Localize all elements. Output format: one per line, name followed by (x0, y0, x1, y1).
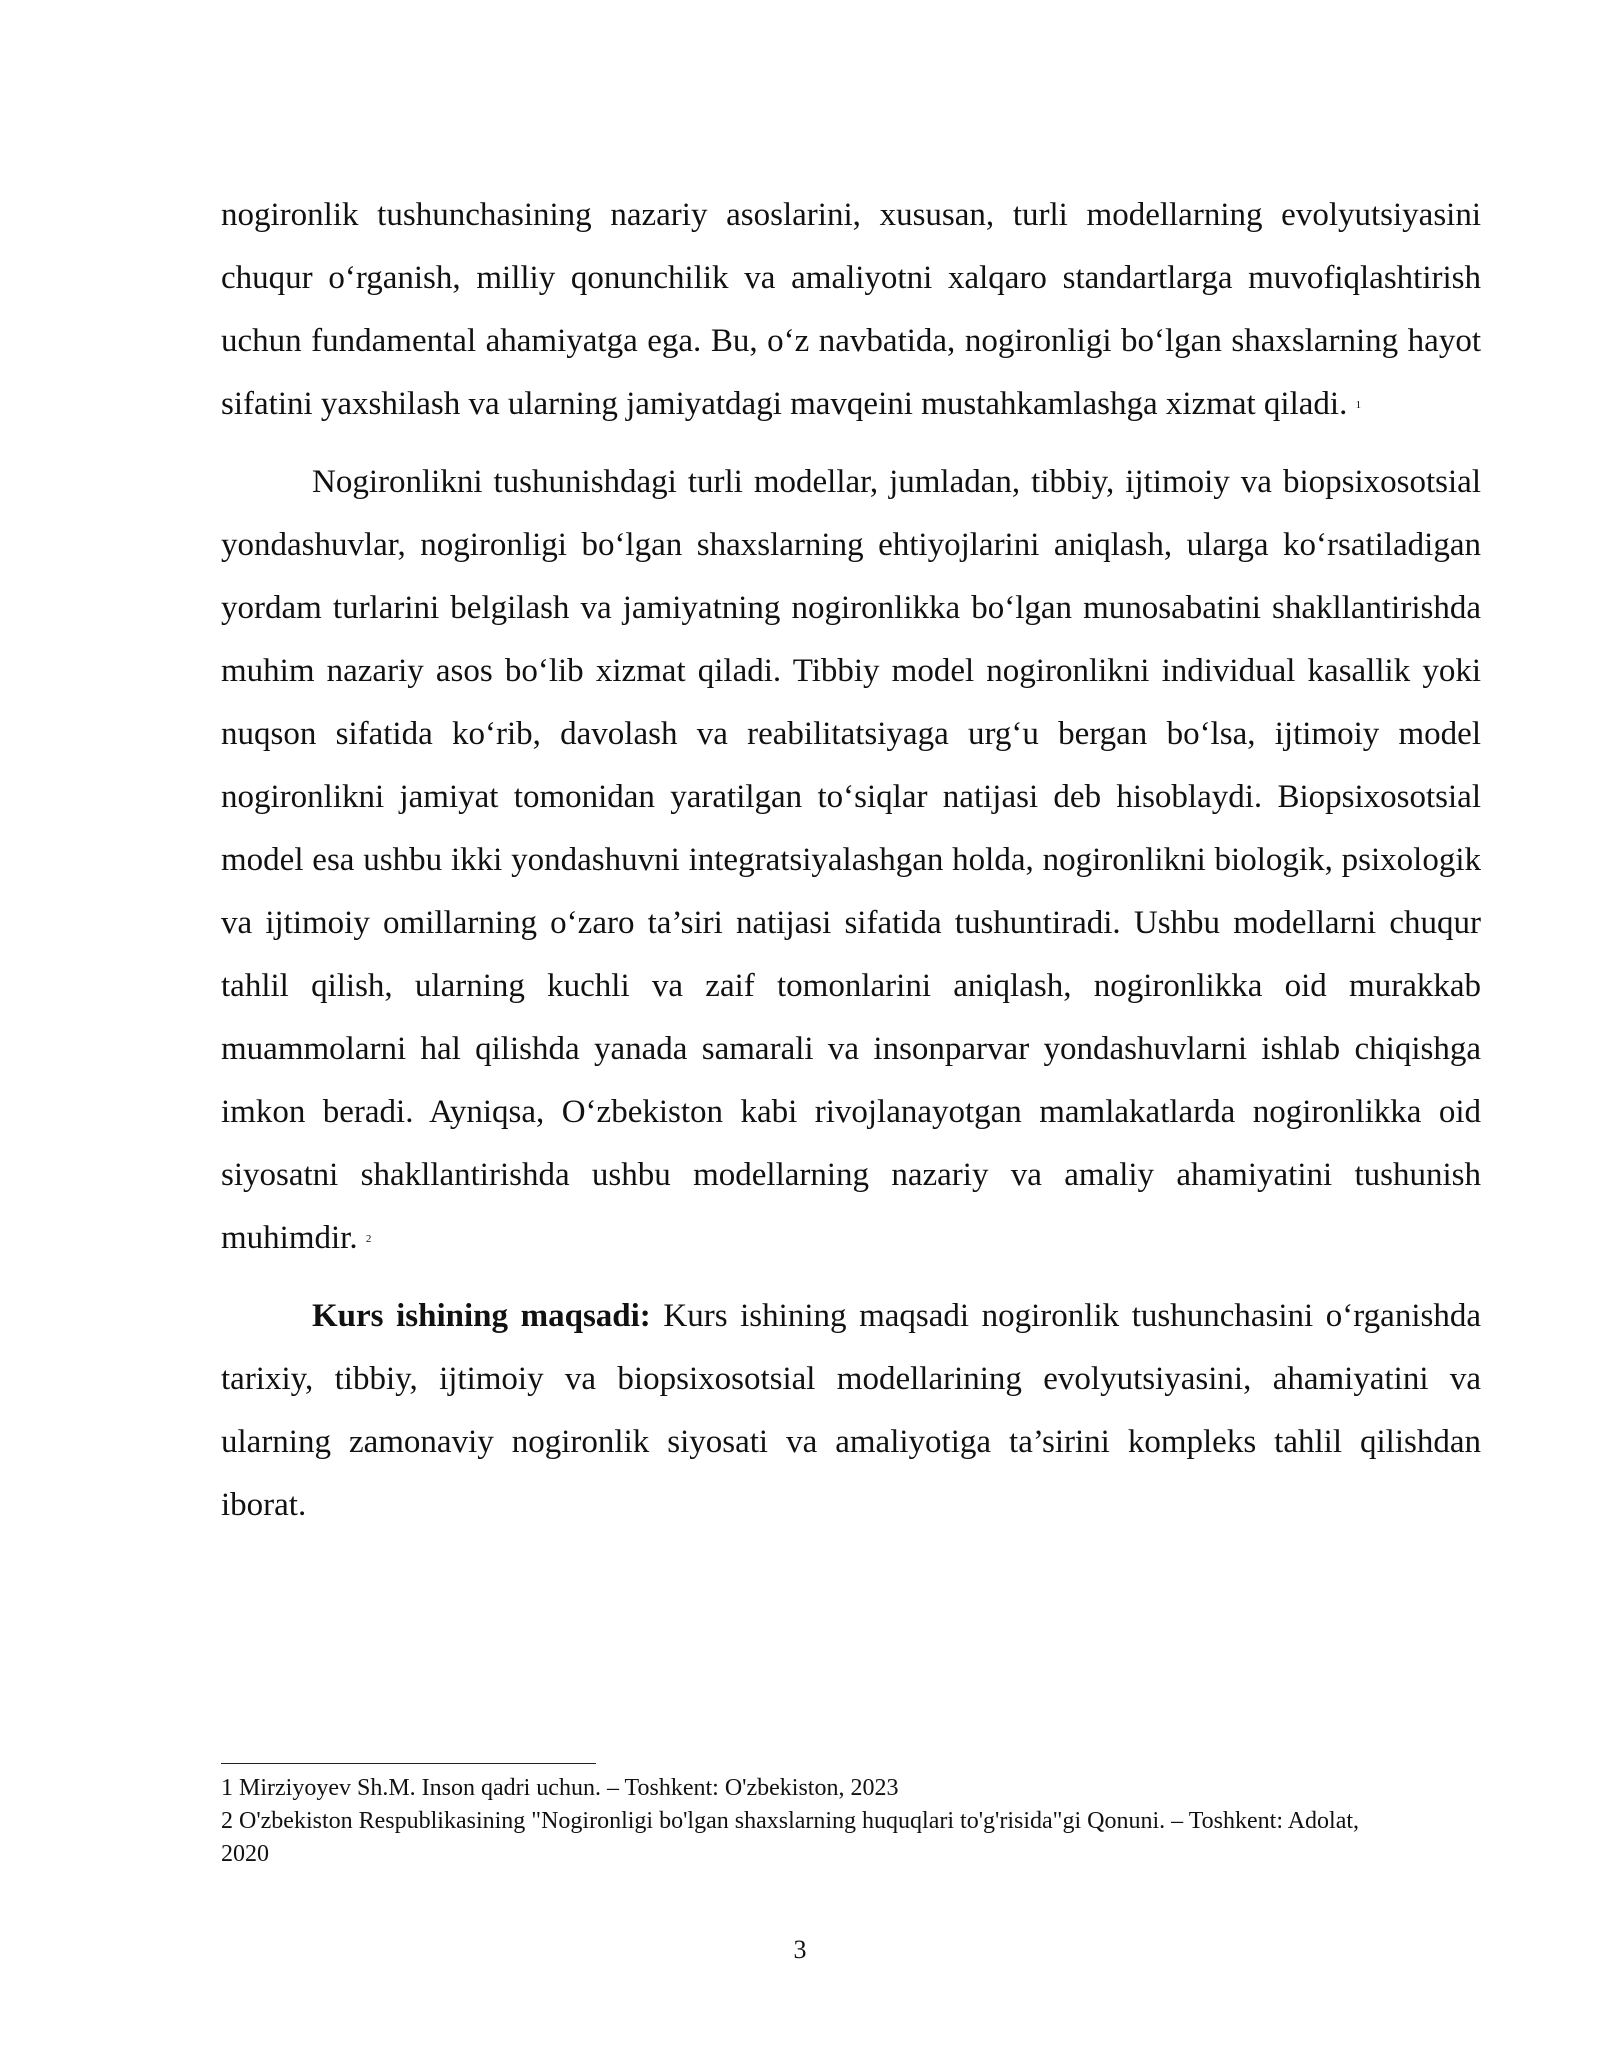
paragraph-text: Kurs ishining maqsadi nogironlik tushunchasini o‘rganishda tarixiy, tibbiy, ijtimoiy va biopsixosotsial modellarining evolyutsiyasini, ahamiyatini va ularning zamonaviy nogironlik siyosati va amaliyotiga ta’sirini kompleks tahlil qilishdan iborat. (221, 1298, 1481, 1523)
paragraph-continuation (221, 184, 1481, 436)
footnotes (221, 1772, 1401, 1871)
footnote-text: O'zbekiston Respublikasining "Nogironligi bo'lgan shaxslarning huquqlari to'g'risida"gi Qonuni. – Toshkent: Adolat, 2020 (221, 1808, 1360, 1867)
footnote-1 (221, 1772, 1401, 1805)
footnote-reference-1[interactable]: 1 (1355, 399, 1362, 411)
body-text (221, 184, 1481, 1537)
footnote-text: Mirziyoyev Sh.M. Inson qadri uchun. – Toshkent: O'zbekiston, 2023 (239, 1775, 899, 1801)
paragraph-course-goal (221, 1285, 1481, 1537)
paragraph-models (221, 451, 1481, 1270)
footnote-number: 1 (221, 1775, 233, 1801)
footnote-reference-2[interactable]: 2 (365, 1233, 372, 1245)
paragraph-text: Nogironlikni tushunishdagi turli modellar, jumladan, tibbiy, ijtimoiy va biopsixosotsial yondashuvlar, nogironligi bo‘lgan shaxslarning ehtiyojlarini aniqlash, ularga ko‘rsatiladigan yordam turlarini belgilash va jamiyatning nogironlikka bo‘lgan munosabatini shakllantirishda muhim nazariy asos bo‘lib xizmat qiladi. Tibbiy model nogironlikni individual kasallik yoki nuqson sifatida ko‘rib, davolash va reabilitatsiyaga urg‘u bergan bo‘lsa, ijtimoiy model nogironlikni jamiyat tomonidan yaratilgan to‘siqlar natijasi deb hisoblaydi. Biopsixosotsial model esa ushbu ikki yondashuvni integratsiyalashgan holda, nogironlikni biologik, psixologik va ijtimoiy omillarning o‘zaro ta’siri natijasi sifatida tushuntiradi. Ushbu modellarni chuqur tahlil qilish, ularning kuchli va zaif tomonlarini aniqlash, nogironlikka oid murakkab muammolarni hal qilishda yanada samarali va insonparvar yondashuvlarni ishlab chiqishga imkon beradi. Ayniqsa, O‘zbekiston kabi rivojlanayotgan mamlakatlarda nogironlikka oid siyosatni shakllantirishda ushbu modellarning nazariy va amaliy ahamiyatini tushunish muhimdir. (221, 464, 1481, 1256)
footnote-2 (221, 1805, 1401, 1871)
footnote-number: 2 (221, 1808, 233, 1834)
course-goal-heading: Kurs ishining maqsadi: (312, 1298, 651, 1334)
paragraph-text: nogironlik tushunchasining nazariy asoslarini, xususan, turli modellarning evolyutsiyasini chuqur o‘rganish, milliy qonunchilik va amaliyotni xalqaro standartlarga muvofiqlashtirish uchun fundamental ahamiyatga ega. Bu, o‘z navbatida, nogironligi bo‘lgan shaxslarning hayot sifatini yaxshilash va ularning jamiyatdagi mavqeini mustahkamlashga xizmat qiladi. (221, 197, 1481, 422)
page-number: 3 (793, 1935, 807, 1964)
footnote-separator (221, 1763, 596, 1764)
